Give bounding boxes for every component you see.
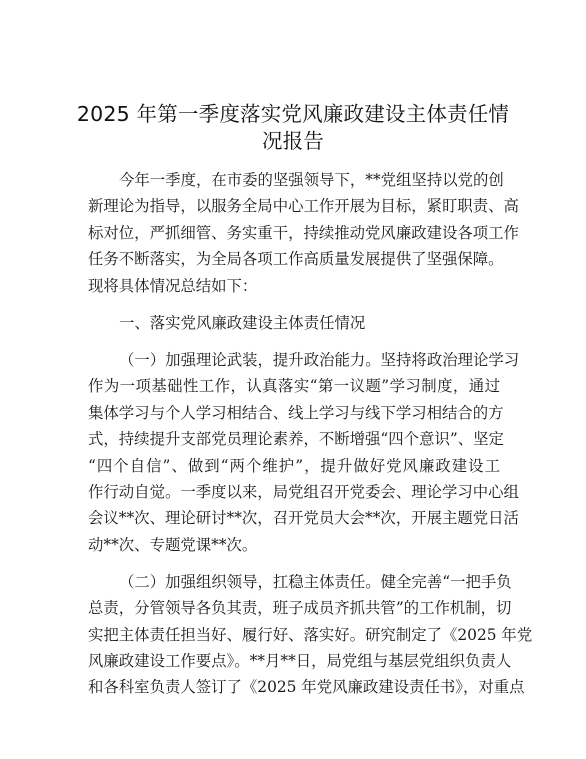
paragraph-gap: [88, 299, 500, 310]
paragraph-line: 式，持续提升支部党员理论素养，不断增强“四个意识”、坚定: [88, 430, 504, 449]
paragraph-line: 作为一项基础性工作，认真落实“第一议题”学习制度，通过: [88, 377, 500, 396]
document-body: [88, 167, 533, 701]
paragraph-line: 现将具体情况总结如下：: [88, 276, 258, 295]
paragraph-line: “四个自信”、做到“两个维护”，提升做好党风廉政建设工: [88, 456, 500, 475]
intro-paragraph: [88, 167, 519, 299]
paragraph-line: 新理论为指导，以服务全局中心工作开展为目标，紧盯职责、高: [88, 197, 519, 216]
document-title: [70, 101, 516, 155]
paragraph-line: 任务不断落实，为全局各项工作高质量发展提供了坚强保障。: [88, 250, 504, 269]
paragraph-line: 会议**次、理论研讨**次，召开党员大会**次，开展主题党日活: [88, 509, 519, 528]
paragraph-line: 总责，分管领导各负其责，班子成员齐抓共管”的工作机制，切: [88, 599, 512, 618]
section-heading: 一、落实党风廉政建设主体责任情况: [119, 313, 366, 332]
paragraph-line: （二）加强组织领导，扛稳主体责任。健全完善“一把手负: [119, 572, 512, 591]
paragraph-line: 和各科室负责人签订了《2025 年党风廉政建设责任书》，对重点: [88, 678, 525, 697]
item-1-paragraph: [88, 347, 520, 558]
paragraph-line: 今年一季度，在市委的坚强领导下，**党组坚持以党的创: [119, 171, 504, 189]
paragraph-gap: [88, 336, 500, 347]
paragraph-line: 标对位，严抓细管、务实重干，持续推动党风廉政建设各项工作: [88, 223, 519, 242]
title-line-1: 2025 年第一季度落实党风廉政建设主体责任情: [76, 102, 510, 126]
paragraph-line: （一）加强理论武装，提升政治能力。坚持将政治理论学习: [119, 350, 520, 369]
item-2-paragraph: [88, 569, 533, 701]
paragraph-line: 风廉政建设工作要点》。**月**日，局党组与基层党组织负责人: [88, 652, 512, 671]
paragraph-gap: [88, 558, 500, 569]
paragraph-line: 作行动自觉。一季度以来，局党组召开党委会、理论学习中心组: [88, 482, 519, 501]
paragraph-line: 动**次、专题党课**次。: [88, 535, 258, 554]
paragraph-line: 实把主体责任担当好、履行好、落实好。研究制定了《2025 年党: [88, 625, 533, 644]
title-line-2: 况报告: [261, 129, 325, 153]
paragraph-line: 集体学习与个人学习相结合、线上学习与线下学习相结合的方: [88, 403, 504, 422]
